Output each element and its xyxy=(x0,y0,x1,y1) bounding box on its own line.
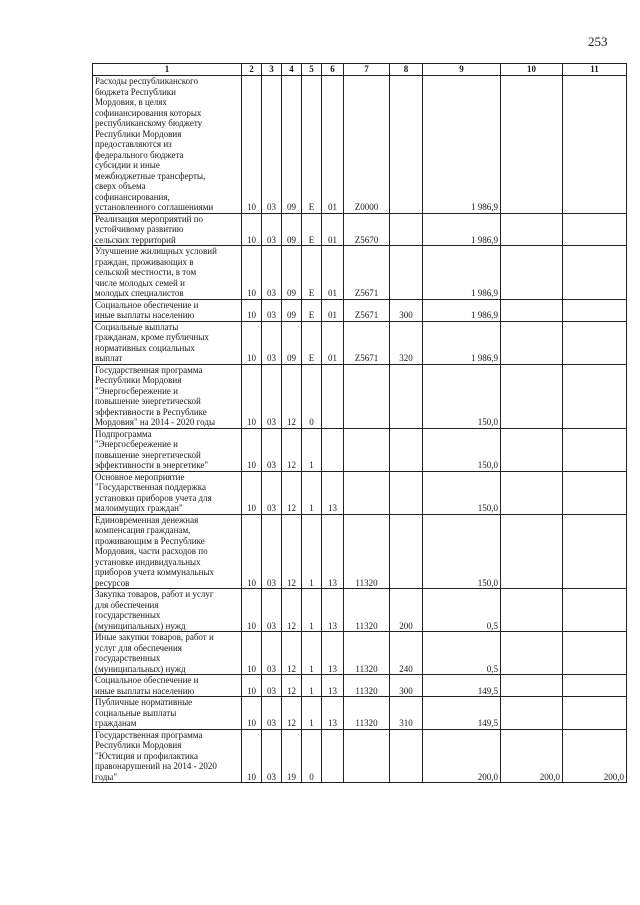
table-row xyxy=(93,76,627,214)
code-cell: 10 xyxy=(242,589,262,632)
table-row xyxy=(93,471,627,514)
code-cell: 09 xyxy=(282,321,302,364)
row-name-cell: Иные закупки товаров, работ и услуг для обеспечения государственных (муниципальных) нужд xyxy=(93,632,242,675)
amount-cell xyxy=(563,321,627,364)
amount-cell xyxy=(563,471,627,514)
code-cell: 1 xyxy=(302,675,322,697)
row-name-cell: Единовременная денежная компенсация гражданам, проживающим в Республике Мордовия, части расходов по установке индивидуальных приборов учета коммунальных ресурсов xyxy=(93,514,242,589)
amount-cell xyxy=(563,675,627,697)
code-cell: Z0000 xyxy=(344,76,390,214)
amount-cell: 1 986,9 xyxy=(423,76,501,214)
code-cell: 01 xyxy=(322,299,344,321)
code-cell: 10 xyxy=(242,246,262,300)
code-cell: 13 xyxy=(322,514,344,589)
code-cell: 11320 xyxy=(344,589,390,632)
amount-cell xyxy=(563,697,627,730)
code-cell: 1 xyxy=(302,589,322,632)
row-name-cell: Государственная программа Республики Мордовия "Энергосбережение и повышение энергетической эффективности в Республике Мордовия" на 2014 - 2020 годы xyxy=(93,364,242,428)
code-cell: 10 xyxy=(242,697,262,730)
code-cell: 10 xyxy=(242,729,262,783)
code-cell: Z5671 xyxy=(344,246,390,300)
header-cell: 10 xyxy=(501,64,563,76)
code-cell: 10 xyxy=(242,76,262,214)
amount-cell: 200,0 xyxy=(501,729,563,783)
row-name-cell: Публичные нормативные социальные выплаты гражданам xyxy=(93,697,242,730)
header-cell: 5 xyxy=(302,64,322,76)
code-cell xyxy=(344,364,390,428)
amount-cell xyxy=(563,246,627,300)
header-cell: 3 xyxy=(262,64,282,76)
code-cell xyxy=(344,471,390,514)
code-cell: 300 xyxy=(390,675,423,697)
code-cell xyxy=(322,729,344,783)
code-cell xyxy=(390,364,423,428)
amount-cell: 149,5 xyxy=(423,697,501,730)
code-cell: 03 xyxy=(262,246,282,300)
code-cell: 13 xyxy=(322,675,344,697)
amount-cell: 1 986,9 xyxy=(423,246,501,300)
amount-cell xyxy=(501,428,563,471)
amount-cell: 200,0 xyxy=(423,729,501,783)
code-cell: 03 xyxy=(262,213,282,246)
amount-cell: 200,0 xyxy=(563,729,627,783)
code-cell: 03 xyxy=(262,471,282,514)
page-number: 253 xyxy=(588,34,608,49)
row-name-cell: Государственная программа Республики Мордовия "Юстиция и профилактика правонарушений на 2014 - 2020 годы" xyxy=(93,729,242,783)
amount-cell xyxy=(501,589,563,632)
code-cell xyxy=(390,729,423,783)
amount-cell xyxy=(563,632,627,675)
code-cell xyxy=(390,213,423,246)
header-cell: 1 xyxy=(93,64,242,76)
code-cell: 03 xyxy=(262,428,282,471)
code-cell: 01 xyxy=(322,213,344,246)
code-cell: 13 xyxy=(322,632,344,675)
code-cell: 11320 xyxy=(344,675,390,697)
code-cell: 09 xyxy=(282,299,302,321)
table-row xyxy=(93,246,627,300)
code-cell: 03 xyxy=(262,299,282,321)
code-cell: 10 xyxy=(242,675,262,697)
code-cell: 13 xyxy=(322,697,344,730)
table-row xyxy=(93,364,627,428)
amount-cell: 1 986,9 xyxy=(423,299,501,321)
code-cell xyxy=(390,246,423,300)
table-row xyxy=(93,675,627,697)
amount-cell xyxy=(501,697,563,730)
code-cell xyxy=(390,514,423,589)
code-cell: 03 xyxy=(262,589,282,632)
code-cell: 10 xyxy=(242,213,262,246)
code-cell: 0 xyxy=(302,729,322,783)
table-row xyxy=(93,729,627,783)
table-row xyxy=(93,213,627,246)
code-cell: 09 xyxy=(282,213,302,246)
code-cell: 0 xyxy=(302,364,322,428)
amount-cell: 150,0 xyxy=(423,471,501,514)
amount-cell: 1 986,9 xyxy=(423,213,501,246)
code-cell: 03 xyxy=(262,364,282,428)
code-cell: 12 xyxy=(282,589,302,632)
header-cell: 6 xyxy=(322,64,344,76)
header-cell: 8 xyxy=(390,64,423,76)
code-cell: 11320 xyxy=(344,632,390,675)
code-cell: 03 xyxy=(262,514,282,589)
table-row xyxy=(93,632,627,675)
code-cell xyxy=(344,428,390,471)
code-cell: 13 xyxy=(322,471,344,514)
code-cell: 12 xyxy=(282,697,302,730)
amount-cell: 0,5 xyxy=(423,632,501,675)
row-name-cell: Социальные выплаты гражданам, кроме публичных нормативных социальных выплат xyxy=(93,321,242,364)
code-cell: 12 xyxy=(282,675,302,697)
row-name-cell: Закупка товаров, работ и услуг для обеспечения государственных (муниципальных) нужд xyxy=(93,589,242,632)
row-name-cell: Социальное обеспечение и иные выплаты населению xyxy=(93,675,242,697)
code-cell xyxy=(322,364,344,428)
amount-cell xyxy=(501,514,563,589)
amount-cell: 149,5 xyxy=(423,675,501,697)
amount-cell xyxy=(501,213,563,246)
code-cell: 10 xyxy=(242,299,262,321)
code-cell: 10 xyxy=(242,321,262,364)
code-cell: Е xyxy=(302,321,322,364)
code-cell: 1 xyxy=(302,697,322,730)
code-cell: 12 xyxy=(282,428,302,471)
code-cell: 19 xyxy=(282,729,302,783)
header-cell: 7 xyxy=(344,64,390,76)
code-cell: 240 xyxy=(390,632,423,675)
table-row xyxy=(93,514,627,589)
table-row xyxy=(93,428,627,471)
amount-cell: 0,5 xyxy=(423,589,501,632)
amount-cell xyxy=(501,299,563,321)
code-cell: 03 xyxy=(262,729,282,783)
code-cell: 1 xyxy=(302,514,322,589)
amount-cell xyxy=(563,589,627,632)
row-name-cell: Основное мероприятие "Государственная поддержка установки приборов учета для малоимущих граждан" xyxy=(93,471,242,514)
code-cell: 09 xyxy=(282,76,302,214)
amount-cell xyxy=(501,471,563,514)
code-cell: 12 xyxy=(282,514,302,589)
row-name-cell: Подпрограмма "Энергосбережение и повышение энергетической эффективности в энергетике" xyxy=(93,428,242,471)
header-cell: 9 xyxy=(423,64,501,76)
code-cell xyxy=(390,76,423,214)
code-cell: Е xyxy=(302,299,322,321)
code-cell: Z5671 xyxy=(344,321,390,364)
row-name-cell: Социальное обеспечение и иные выплаты населению xyxy=(93,299,242,321)
code-cell: 03 xyxy=(262,321,282,364)
row-name-cell: Расходы республиканского бюджета Республики Мордовия, в целях софинансирования которых республиканскому бюджету Республики Мордовия предоставляются из федерального бюджета субсидии и иные межбюджетные трансферты, сверх объема софинансирования, установленного соглашениями xyxy=(93,76,242,214)
code-cell: 03 xyxy=(262,632,282,675)
table-body xyxy=(93,76,627,783)
header-cell: 11 xyxy=(563,64,627,76)
amount-cell xyxy=(501,632,563,675)
code-cell: 01 xyxy=(322,321,344,364)
table-row xyxy=(93,321,627,364)
code-cell: 200 xyxy=(390,589,423,632)
budget-table xyxy=(92,63,627,783)
amount-cell xyxy=(563,299,627,321)
amount-cell xyxy=(501,76,563,214)
code-cell: Е xyxy=(302,213,322,246)
code-cell xyxy=(390,471,423,514)
code-cell: 11320 xyxy=(344,514,390,589)
code-cell: Е xyxy=(302,246,322,300)
amount-cell xyxy=(563,428,627,471)
amount-cell xyxy=(563,213,627,246)
amount-cell xyxy=(563,514,627,589)
code-cell: 1 xyxy=(302,632,322,675)
code-cell: 12 xyxy=(282,364,302,428)
amount-cell xyxy=(501,675,563,697)
header-cell: 2 xyxy=(242,64,262,76)
amount-cell xyxy=(563,76,627,214)
row-name-cell: Реализация мероприятий по устойчивому развитию сельских территорий xyxy=(93,213,242,246)
code-cell: 01 xyxy=(322,76,344,214)
amount-cell xyxy=(501,364,563,428)
amount-cell xyxy=(501,246,563,300)
amount-cell: 150,0 xyxy=(423,428,501,471)
code-cell: Z5671 xyxy=(344,299,390,321)
code-cell: 310 xyxy=(390,697,423,730)
code-cell: 03 xyxy=(262,697,282,730)
code-cell: 1 xyxy=(302,471,322,514)
code-cell: 320 xyxy=(390,321,423,364)
amount-cell: 150,0 xyxy=(423,364,501,428)
code-cell: 300 xyxy=(390,299,423,321)
code-cell: 03 xyxy=(262,675,282,697)
code-cell: 10 xyxy=(242,428,262,471)
amount-cell xyxy=(563,364,627,428)
code-cell: 01 xyxy=(322,246,344,300)
code-cell: 09 xyxy=(282,246,302,300)
amount-cell: 1 986,9 xyxy=(423,321,501,364)
amount-cell xyxy=(501,321,563,364)
code-cell: Е xyxy=(302,76,322,214)
code-cell xyxy=(322,428,344,471)
table-row xyxy=(93,299,627,321)
code-cell: 1 xyxy=(302,428,322,471)
table-row xyxy=(93,697,627,730)
row-name-cell: Улучшение жилищных условий граждан, проживающих в сельской местности, в том числе молодых семей и молодых специалистов xyxy=(93,246,242,300)
code-cell xyxy=(344,729,390,783)
code-cell: 10 xyxy=(242,364,262,428)
code-cell xyxy=(390,428,423,471)
code-cell: 13 xyxy=(322,589,344,632)
code-cell: 10 xyxy=(242,632,262,675)
code-cell: 12 xyxy=(282,471,302,514)
code-cell: 10 xyxy=(242,514,262,589)
amount-cell: 150,0 xyxy=(423,514,501,589)
code-cell: 10 xyxy=(242,471,262,514)
header-cell: 4 xyxy=(282,64,302,76)
code-cell: 03 xyxy=(262,76,282,214)
code-cell: 12 xyxy=(282,632,302,675)
code-cell: 11320 xyxy=(344,697,390,730)
table-header-row xyxy=(93,64,627,76)
table-row xyxy=(93,589,627,632)
code-cell: Z5670 xyxy=(344,213,390,246)
